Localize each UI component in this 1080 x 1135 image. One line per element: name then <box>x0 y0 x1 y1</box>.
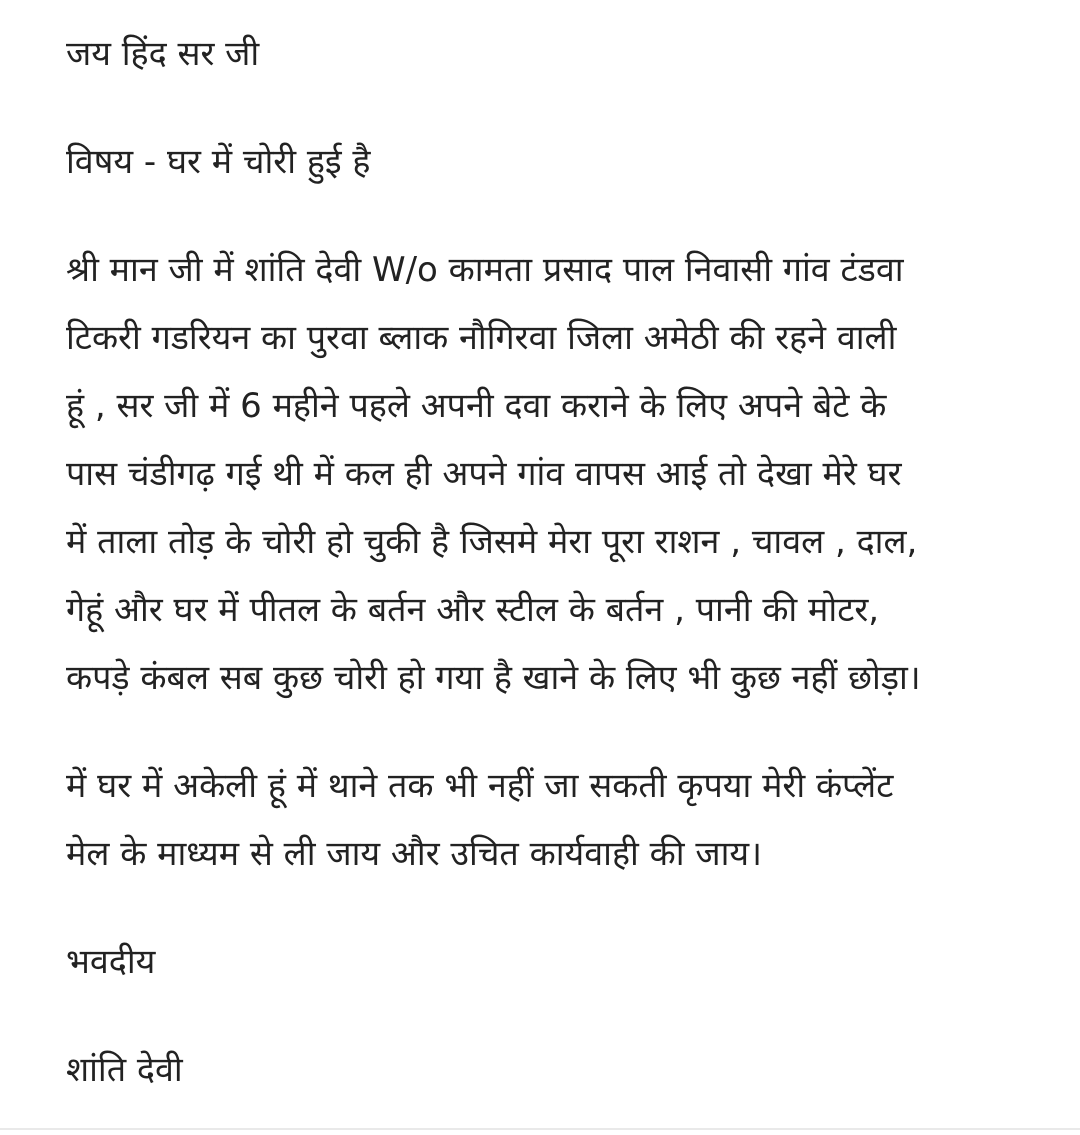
body-line: पास चंडीगढ़ गई थी में कल ही अपने गांव वापस आई तो देखा मेरे घर <box>66 454 902 494</box>
request-line: में घर में अकेली हूं में थाने तक भी नहीं जा सकती कृपया मेरी कंप्लेंट <box>66 766 894 806</box>
greeting: जय हिंद सर जी <box>66 34 260 74</box>
letter-body <box>66 236 1056 712</box>
body-line: श्री मान जी में शांति देवी W/o कामता प्रसाद पाल निवासी गांव टंडवा <box>66 250 904 290</box>
body-line: हूं , सर जी में 6 महीने पहले अपनी दवा कराने के लिए अपने बेटे के <box>66 386 887 426</box>
body-line: गेहूं और घर में पीतल के बर्तन और स्टील के बर्तन , पानी की मोटर, <box>66 590 880 630</box>
body-line: में ताला तोड़ के चोरी हो चुकी है जिसमे मेरा पूरा राशन , चावल , दाल, <box>66 522 918 562</box>
bottom-divider <box>0 1128 1080 1130</box>
body-line: टिकरी गडरियन का पुरवा ब्लाक नौगिरवा जिला अमेठी की रहने वाली <box>66 318 897 358</box>
signature: शांति देवी <box>66 1050 183 1090</box>
body-line: कपड़े कंबल सब कुछ चोरी हो गया है खाने के लिए भी कुछ नहीं छोड़ा। <box>66 658 921 698</box>
closing: भवदीय <box>66 942 156 982</box>
request-line: मेल के माध्यम से ली जाय और उचित कार्यवाही की जाय। <box>66 834 763 874</box>
subject-line: विषय - घर में चोरी हुई है <box>66 142 371 182</box>
letter <box>66 20 1056 1104</box>
request-paragraph <box>66 752 1056 888</box>
